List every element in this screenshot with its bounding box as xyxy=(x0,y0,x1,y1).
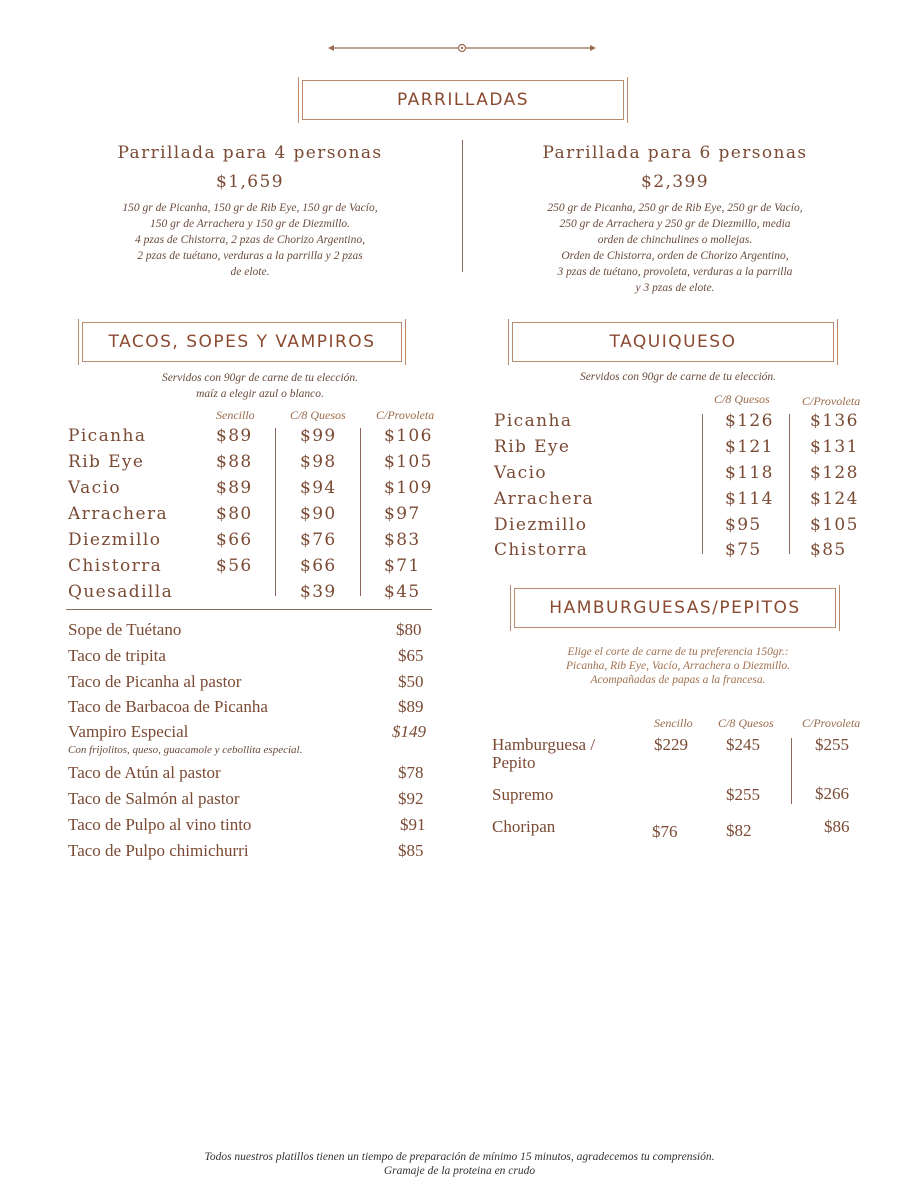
special-item-name: Taco de Picanha al pastor xyxy=(68,672,242,691)
tacos-header-quesos: C/8 Quesos xyxy=(290,408,346,422)
tacos-row-name: Picanha xyxy=(68,426,147,446)
hamburguesas-header: HAMBURGUESAS/PEPITOS xyxy=(514,588,836,628)
special-item-price: $65 xyxy=(398,646,424,665)
special-item-name: Taco de Atún al pastor xyxy=(68,763,221,782)
tacos-row-provoleta: $109 xyxy=(384,478,433,498)
hamburguesa-quesos: $245 xyxy=(726,735,760,754)
tacos-row-provoleta: $71 xyxy=(384,556,421,576)
taquiqueso-row-name: Vacio xyxy=(494,463,548,483)
tacos-row-sencillo: $89 xyxy=(216,478,253,498)
choripan-provoleta: $86 xyxy=(824,817,850,836)
tacos-header-sencillo: Sencillo xyxy=(216,408,255,422)
parrillada-6-title: Parrillada para 6 personas xyxy=(542,143,808,163)
parrillada-6-price: $2,399 xyxy=(641,172,709,192)
tacos-row-quesos: $98 xyxy=(300,452,337,472)
special-item-name: Taco de Salmón al pastor xyxy=(68,789,240,808)
tacos-separator xyxy=(66,609,432,610)
tacos-row-sencillo: $66 xyxy=(216,530,253,550)
hamburguesa-sencillo: $229 xyxy=(654,735,688,754)
parrilladas-header: PARRILLADAS xyxy=(302,80,624,120)
taquiqueso-row-provoleta: $128 xyxy=(810,463,859,483)
tacos-row-name: Arrachera xyxy=(68,504,169,524)
choripan-quesos: $82 xyxy=(726,821,752,840)
tacos-row-quesos: $39 xyxy=(300,582,337,602)
tacos-row-provoleta: $106 xyxy=(384,426,433,446)
taquiqueso-row-provoleta: $131 xyxy=(810,437,859,457)
parrillada-6-description: 250 gr de Picanha, 250 gr de Rib Eye, 250 gr de Vacío, 250 gr de Arrachera y 250 gr de Diezmillo, media orden de chinchulines o mollejas. Orden de Chistorra, orden de Chorizo Argentino, 3 pzas de tuétano, provoleta, verduras a la parrilla y 3 pzas de elote. xyxy=(547,202,803,294)
special-item-price: $80 xyxy=(396,620,422,639)
special-item-price: $149 xyxy=(392,722,426,741)
tacos-row-name: Rib Eye xyxy=(68,452,145,472)
hamburguesas-col-divider xyxy=(791,738,792,804)
vampiro-note: Con frijolitos, queso, guacamole y cebollita especial. xyxy=(68,744,303,756)
tacos-row-provoleta: $105 xyxy=(384,452,433,472)
tacos-col-divider-1 xyxy=(275,428,276,596)
hamburguesas-note: Elige el corte de carne de tu preferencia 150gr.: Picanha, Rib Eye, Vacío, Arrachera o Diezmillo. Acompañadas de papas a la francesa. xyxy=(566,646,790,686)
special-item-name: Taco de Pulpo chimichurri xyxy=(68,841,249,860)
special-item-price: $78 xyxy=(398,763,424,782)
tacos-header-provoleta: C/Provoleta xyxy=(376,408,435,422)
tacos-note: Servidos con 90gr de carne de tu elección. maíz a elegir azul o blanco. xyxy=(161,372,359,400)
tacos-row-provoleta: $83 xyxy=(384,530,421,550)
taquiqueso-row-name: Arrachera xyxy=(494,489,595,509)
taquiqueso-note: Servidos con 90gr de carne de tu elección. xyxy=(579,371,777,383)
hamburguesas-header-quesos: C/8 Quesos xyxy=(718,716,774,730)
taquiqueso-row-quesos: $121 xyxy=(725,437,774,457)
parrilladas-divider xyxy=(462,140,463,272)
tacos-row-quesos: $99 xyxy=(300,426,337,446)
footer-note: Todos nuestros platillos tienen un tiempo de preparación de mínimo 15 minutos, agradecemos tu comprensión. Gramaje de la proteina en crudo xyxy=(204,1151,715,1177)
choripan-name: Choripan xyxy=(492,817,556,836)
taquiqueso-header-quesos: C/8 Quesos xyxy=(714,392,770,406)
tacos-row-name: Diezmillo xyxy=(68,530,162,550)
taquiqueso-row-quesos: $95 xyxy=(725,515,762,535)
special-item-price: $89 xyxy=(398,697,424,716)
special-item-price: $92 xyxy=(398,789,424,808)
hamburguesa-name: Hamburguesa / Pepito xyxy=(492,735,596,772)
tacos-col-divider-2 xyxy=(360,428,361,596)
taquiqueso-col-divider-1 xyxy=(702,414,703,554)
tacos-row-sencillo: $80 xyxy=(216,504,253,524)
taquiqueso-row-quesos: $114 xyxy=(725,489,774,509)
special-item-price: $50 xyxy=(398,672,424,691)
special-item-price: $91 xyxy=(400,815,426,834)
tacos-row-sencillo: $89 xyxy=(216,426,253,446)
tacos-row-provoleta: $45 xyxy=(384,582,421,602)
taquiqueso-row-quesos: $118 xyxy=(725,463,774,483)
taquiqueso-row-provoleta: $85 xyxy=(810,540,847,560)
tacos-row-name: Quesadilla xyxy=(68,582,174,602)
taquiqueso-row-quesos: $126 xyxy=(725,411,774,431)
tacos-row-name: Chistorra xyxy=(68,556,163,576)
special-item-name: Sope de Tuétano xyxy=(68,620,182,639)
tacos-row-sencillo: $56 xyxy=(216,556,253,576)
special-item-name: Vampiro Especial xyxy=(68,722,189,741)
taquiqueso-row-provoleta: $124 xyxy=(810,489,859,509)
special-item-name: Taco de Barbacoa de Picanha xyxy=(68,697,268,716)
taquiqueso-row-provoleta: $105 xyxy=(810,515,859,535)
hamburguesas-header-provoleta: C/Provoleta xyxy=(802,716,861,730)
taquiqueso-row-name: Rib Eye xyxy=(494,437,571,457)
supremo-name: Supremo xyxy=(492,785,554,804)
taquiqueso-header: TAQUIQUESO xyxy=(512,322,834,362)
hamburguesas-header-sencillo: Sencillo xyxy=(654,716,693,730)
taquiqueso-row-quesos: $75 xyxy=(725,540,762,560)
taquiqueso-row-name: Diezmillo xyxy=(494,515,588,535)
tacos-row-quesos: $94 xyxy=(300,478,337,498)
tacos-row-name: Vacio xyxy=(68,478,122,498)
tacos-row-sencillo: $88 xyxy=(216,452,253,472)
taquiqueso-row-provoleta: $136 xyxy=(810,411,859,431)
parrillada-4-title: Parrillada para 4 personas xyxy=(117,143,383,163)
ornament-divider xyxy=(328,40,596,56)
parrillada-4-price: $1,659 xyxy=(216,172,284,192)
tacos-row-quesos: $90 xyxy=(300,504,337,524)
supremo-quesos: $255 xyxy=(726,785,760,804)
choripan-sencillo: $76 xyxy=(652,822,678,841)
taquiqueso-col-divider-2 xyxy=(789,414,790,554)
hamburguesa-provoleta: $255 xyxy=(815,735,849,754)
taquiqueso-header-provoleta: C/Provoleta xyxy=(802,394,861,408)
tacos-row-quesos: $76 xyxy=(300,530,337,550)
tacos-row-provoleta: $97 xyxy=(384,504,421,524)
special-item-name: Taco de Pulpo al vino tinto xyxy=(68,815,252,834)
special-item-name: Taco de tripita xyxy=(68,646,166,665)
parrillada-4-description: 150 gr de Picanha, 150 gr de Rib Eye, 150 gr de Vacío, 150 gr de Arrachera y 150 gr de Diezmillo. 4 pzas de Chistorra, 2 pzas de Chorizo Argentino, 2 pzas de tuétano, verduras a la parrilla y 2 pzas de elote. xyxy=(122,202,378,278)
tacos-header: TACOS, SOPES Y VAMPIROS xyxy=(82,322,402,362)
taquiqueso-row-name: Chistorra xyxy=(494,540,589,560)
taquiqueso-row-name: Picanha xyxy=(494,411,573,431)
tacos-row-quesos: $66 xyxy=(300,556,337,576)
special-item-price: $85 xyxy=(398,841,424,860)
supremo-provoleta: $266 xyxy=(815,784,849,803)
